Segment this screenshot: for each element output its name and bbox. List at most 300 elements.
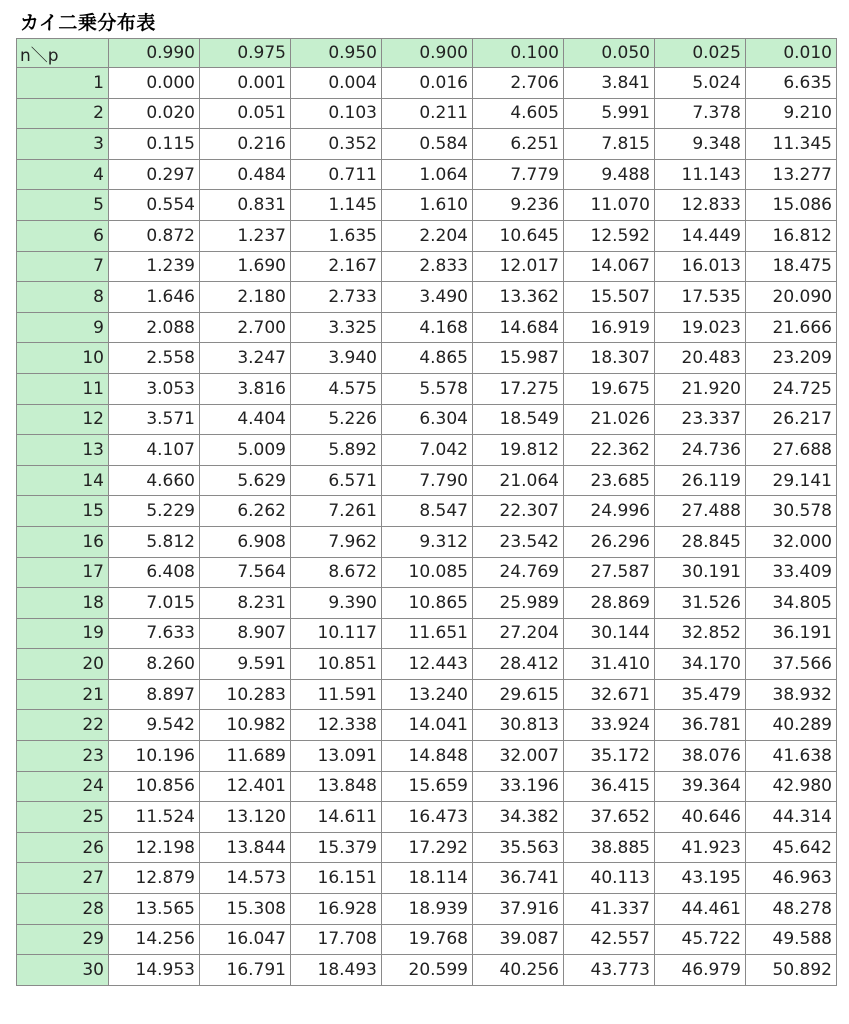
value-cell: 10.117: [291, 618, 382, 649]
df-cell: 14: [17, 465, 109, 496]
value-cell: 16.791: [200, 955, 291, 986]
value-cell: 10.085: [382, 557, 473, 588]
value-cell: 0.484: [200, 159, 291, 190]
value-cell: 1.635: [291, 220, 382, 251]
value-cell: 42.557: [564, 924, 655, 955]
table-row: [17, 190, 837, 221]
value-cell: 44.314: [746, 802, 837, 833]
value-cell: 0.211: [382, 98, 473, 129]
value-cell: 31.526: [655, 588, 746, 619]
value-cell: 11.345: [746, 129, 837, 160]
value-cell: 8.907: [200, 618, 291, 649]
value-cell: 14.041: [382, 710, 473, 741]
table-row: [17, 282, 837, 313]
df-cell: 3: [17, 129, 109, 160]
value-cell: 9.390: [291, 588, 382, 619]
value-cell: 0.000: [109, 68, 200, 99]
df-cell: 6: [17, 220, 109, 251]
value-cell: 13.277: [746, 159, 837, 190]
table-row: [17, 496, 837, 527]
value-cell: 5.009: [200, 435, 291, 466]
value-cell: 18.114: [382, 863, 473, 894]
value-cell: 21.064: [473, 465, 564, 496]
value-cell: 10.865: [382, 588, 473, 619]
value-cell: 6.251: [473, 129, 564, 160]
value-cell: 9.542: [109, 710, 200, 741]
df-cell: 27: [17, 863, 109, 894]
df-cell: 7: [17, 251, 109, 282]
value-cell: 0.103: [291, 98, 382, 129]
df-cell: 19: [17, 618, 109, 649]
value-cell: 3.841: [564, 68, 655, 99]
df-cell: 11: [17, 373, 109, 404]
value-cell: 32.000: [746, 526, 837, 557]
value-cell: 27.688: [746, 435, 837, 466]
value-cell: 16.473: [382, 802, 473, 833]
table-row: [17, 526, 837, 557]
value-cell: 11.689: [200, 741, 291, 772]
value-cell: 38.932: [746, 679, 837, 710]
value-cell: 7.779: [473, 159, 564, 190]
value-cell: 23.209: [746, 343, 837, 374]
value-cell: 24.736: [655, 435, 746, 466]
value-cell: 32.852: [655, 618, 746, 649]
value-cell: 2.733: [291, 282, 382, 313]
value-cell: 28.869: [564, 588, 655, 619]
value-cell: 23.542: [473, 526, 564, 557]
value-cell: 43.773: [564, 955, 655, 986]
table-row: [17, 557, 837, 588]
df-cell: 2: [17, 98, 109, 129]
df-cell: 23: [17, 741, 109, 772]
value-cell: 6.408: [109, 557, 200, 588]
value-cell: 30.578: [746, 496, 837, 527]
value-cell: 22.362: [564, 435, 655, 466]
value-cell: 0.001: [200, 68, 291, 99]
value-cell: 21.666: [746, 312, 837, 343]
value-cell: 27.587: [564, 557, 655, 588]
value-cell: 36.191: [746, 618, 837, 649]
value-cell: 11.651: [382, 618, 473, 649]
value-cell: 18.549: [473, 404, 564, 435]
chi-square-table: [16, 38, 837, 986]
value-cell: 37.652: [564, 802, 655, 833]
corner-label-cell: n＼p: [17, 39, 109, 68]
value-cell: 1.145: [291, 190, 382, 221]
table-title: カイ二乗分布表: [20, 12, 156, 34]
value-cell: 10.982: [200, 710, 291, 741]
table-row: [17, 649, 837, 680]
value-cell: 13.844: [200, 832, 291, 863]
value-cell: 14.067: [564, 251, 655, 282]
value-cell: 16.047: [200, 924, 291, 955]
df-cell: 22: [17, 710, 109, 741]
value-cell: 5.226: [291, 404, 382, 435]
value-cell: 7.962: [291, 526, 382, 557]
value-cell: 0.297: [109, 159, 200, 190]
value-cell: 14.848: [382, 741, 473, 772]
value-cell: 15.507: [564, 282, 655, 313]
table-row: [17, 832, 837, 863]
value-cell: 37.916: [473, 894, 564, 925]
value-cell: 3.571: [109, 404, 200, 435]
value-cell: 3.816: [200, 373, 291, 404]
table-row: [17, 741, 837, 772]
table-row: [17, 618, 837, 649]
value-cell: 7.790: [382, 465, 473, 496]
value-cell: 23.685: [564, 465, 655, 496]
value-cell: 6.304: [382, 404, 473, 435]
value-cell: 11.143: [655, 159, 746, 190]
value-cell: 0.016: [382, 68, 473, 99]
table-row: [17, 955, 837, 986]
value-cell: 12.338: [291, 710, 382, 741]
value-cell: 1.690: [200, 251, 291, 282]
value-cell: 6.571: [291, 465, 382, 496]
value-cell: 18.475: [746, 251, 837, 282]
header-row: [17, 39, 837, 68]
value-cell: 6.262: [200, 496, 291, 527]
value-cell: 26.119: [655, 465, 746, 496]
value-cell: 20.090: [746, 282, 837, 313]
df-cell: 10: [17, 343, 109, 374]
value-cell: 7.261: [291, 496, 382, 527]
value-cell: 48.278: [746, 894, 837, 925]
value-cell: 13.565: [109, 894, 200, 925]
value-cell: 0.051: [200, 98, 291, 129]
value-cell: 2.088: [109, 312, 200, 343]
value-cell: 19.675: [564, 373, 655, 404]
value-cell: 12.879: [109, 863, 200, 894]
value-cell: 37.566: [746, 649, 837, 680]
value-cell: 42.980: [746, 771, 837, 802]
value-cell: 14.573: [200, 863, 291, 894]
value-cell: 8.897: [109, 679, 200, 710]
value-cell: 2.706: [473, 68, 564, 99]
table-row: [17, 129, 837, 160]
value-cell: 11.524: [109, 802, 200, 833]
df-cell: 28: [17, 894, 109, 925]
value-cell: 19.023: [655, 312, 746, 343]
table-row: [17, 679, 837, 710]
value-cell: 0.004: [291, 68, 382, 99]
value-cell: 17.535: [655, 282, 746, 313]
p-header-cell: 0.900: [382, 39, 473, 68]
table-row: [17, 68, 837, 99]
df-cell: 12: [17, 404, 109, 435]
table-row: [17, 924, 837, 955]
value-cell: 1.646: [109, 282, 200, 313]
value-cell: 4.605: [473, 98, 564, 129]
table-row: [17, 894, 837, 925]
value-cell: 33.409: [746, 557, 837, 588]
value-cell: 7.378: [655, 98, 746, 129]
value-cell: 17.292: [382, 832, 473, 863]
value-cell: 38.076: [655, 741, 746, 772]
value-cell: 18.307: [564, 343, 655, 374]
value-cell: 14.953: [109, 955, 200, 986]
value-cell: 49.588: [746, 924, 837, 955]
table-row: [17, 404, 837, 435]
value-cell: 36.415: [564, 771, 655, 802]
value-cell: 41.337: [564, 894, 655, 925]
value-cell: 9.312: [382, 526, 473, 557]
value-cell: 30.813: [473, 710, 564, 741]
value-cell: 4.865: [382, 343, 473, 374]
value-cell: 3.053: [109, 373, 200, 404]
value-cell: 12.017: [473, 251, 564, 282]
value-cell: 10.851: [291, 649, 382, 680]
value-cell: 46.979: [655, 955, 746, 986]
value-cell: 1.237: [200, 220, 291, 251]
value-cell: 8.672: [291, 557, 382, 588]
p-header-cell: 0.025: [655, 39, 746, 68]
table-row: [17, 343, 837, 374]
value-cell: 0.352: [291, 129, 382, 160]
value-cell: 1.064: [382, 159, 473, 190]
value-cell: 10.645: [473, 220, 564, 251]
value-cell: 23.337: [655, 404, 746, 435]
value-cell: 9.348: [655, 129, 746, 160]
value-cell: 6.635: [746, 68, 837, 99]
value-cell: 50.892: [746, 955, 837, 986]
df-cell: 21: [17, 679, 109, 710]
value-cell: 6.908: [200, 526, 291, 557]
value-cell: 18.493: [291, 955, 382, 986]
value-cell: 40.646: [655, 802, 746, 833]
p-header-cell: 0.990: [109, 39, 200, 68]
table-row: [17, 98, 837, 129]
value-cell: 17.708: [291, 924, 382, 955]
value-cell: 9.210: [746, 98, 837, 129]
value-cell: 36.741: [473, 863, 564, 894]
df-cell: 30: [17, 955, 109, 986]
value-cell: 12.401: [200, 771, 291, 802]
df-cell: 29: [17, 924, 109, 955]
df-cell: 24: [17, 771, 109, 802]
value-cell: 0.115: [109, 129, 200, 160]
value-cell: 2.180: [200, 282, 291, 313]
value-cell: 4.575: [291, 373, 382, 404]
value-cell: 35.563: [473, 832, 564, 863]
value-cell: 7.015: [109, 588, 200, 619]
df-cell: 26: [17, 832, 109, 863]
value-cell: 1.610: [382, 190, 473, 221]
value-cell: 15.086: [746, 190, 837, 221]
value-cell: 29.615: [473, 679, 564, 710]
value-cell: 8.260: [109, 649, 200, 680]
value-cell: 4.404: [200, 404, 291, 435]
value-cell: 8.547: [382, 496, 473, 527]
value-cell: 38.885: [564, 832, 655, 863]
value-cell: 16.013: [655, 251, 746, 282]
value-cell: 32.671: [564, 679, 655, 710]
value-cell: 2.167: [291, 251, 382, 282]
value-cell: 4.168: [382, 312, 473, 343]
value-cell: 12.592: [564, 220, 655, 251]
value-cell: 19.768: [382, 924, 473, 955]
value-cell: 39.364: [655, 771, 746, 802]
value-cell: 18.939: [382, 894, 473, 925]
value-cell: 46.963: [746, 863, 837, 894]
value-cell: 7.564: [200, 557, 291, 588]
p-header-cell: 0.950: [291, 39, 382, 68]
value-cell: 9.591: [200, 649, 291, 680]
value-cell: 14.684: [473, 312, 564, 343]
value-cell: 5.812: [109, 526, 200, 557]
value-cell: 16.919: [564, 312, 655, 343]
value-cell: 3.490: [382, 282, 473, 313]
value-cell: 2.204: [382, 220, 473, 251]
value-cell: 34.805: [746, 588, 837, 619]
df-cell: 16: [17, 526, 109, 557]
table-row: [17, 251, 837, 282]
value-cell: 5.629: [200, 465, 291, 496]
value-cell: 39.087: [473, 924, 564, 955]
value-cell: 15.379: [291, 832, 382, 863]
value-cell: 14.611: [291, 802, 382, 833]
value-cell: 33.924: [564, 710, 655, 741]
table-row: [17, 588, 837, 619]
value-cell: 3.940: [291, 343, 382, 374]
value-cell: 0.711: [291, 159, 382, 190]
table-row: [17, 863, 837, 894]
p-header-cell: 0.010: [746, 39, 837, 68]
chi-square-table-body: [17, 39, 837, 986]
df-cell: 5: [17, 190, 109, 221]
value-cell: 12.198: [109, 832, 200, 863]
table-row: [17, 373, 837, 404]
table-row: [17, 802, 837, 833]
table-row: [17, 771, 837, 802]
value-cell: 13.240: [382, 679, 473, 710]
value-cell: 0.216: [200, 129, 291, 160]
df-cell: 1: [17, 68, 109, 99]
value-cell: 44.461: [655, 894, 746, 925]
value-cell: 17.275: [473, 373, 564, 404]
value-cell: 45.722: [655, 924, 746, 955]
value-cell: 12.443: [382, 649, 473, 680]
value-cell: 29.141: [746, 465, 837, 496]
value-cell: 33.196: [473, 771, 564, 802]
value-cell: 24.769: [473, 557, 564, 588]
df-cell: 17: [17, 557, 109, 588]
table-row: [17, 312, 837, 343]
df-cell: 18: [17, 588, 109, 619]
value-cell: 20.599: [382, 955, 473, 986]
value-cell: 0.831: [200, 190, 291, 221]
value-cell: 16.151: [291, 863, 382, 894]
value-cell: 24.725: [746, 373, 837, 404]
value-cell: 20.483: [655, 343, 746, 374]
value-cell: 28.845: [655, 526, 746, 557]
value-cell: 3.247: [200, 343, 291, 374]
value-cell: 5.892: [291, 435, 382, 466]
df-cell: 15: [17, 496, 109, 527]
value-cell: 8.231: [200, 588, 291, 619]
value-cell: 9.488: [564, 159, 655, 190]
value-cell: 10.283: [200, 679, 291, 710]
table-row: [17, 220, 837, 251]
value-cell: 32.007: [473, 741, 564, 772]
value-cell: 11.070: [564, 190, 655, 221]
value-cell: 15.308: [200, 894, 291, 925]
value-cell: 13.120: [200, 802, 291, 833]
value-cell: 12.833: [655, 190, 746, 221]
value-cell: 14.449: [655, 220, 746, 251]
value-cell: 25.989: [473, 588, 564, 619]
df-cell: 8: [17, 282, 109, 313]
value-cell: 5.991: [564, 98, 655, 129]
value-cell: 30.144: [564, 618, 655, 649]
p-header-cell: 0.050: [564, 39, 655, 68]
value-cell: 0.554: [109, 190, 200, 221]
value-cell: 5.578: [382, 373, 473, 404]
value-cell: 28.412: [473, 649, 564, 680]
value-cell: 1.239: [109, 251, 200, 282]
value-cell: 35.172: [564, 741, 655, 772]
value-cell: 19.812: [473, 435, 564, 466]
value-cell: 4.107: [109, 435, 200, 466]
value-cell: 41.923: [655, 832, 746, 863]
value-cell: 13.362: [473, 282, 564, 313]
value-cell: 26.217: [746, 404, 837, 435]
df-cell: 9: [17, 312, 109, 343]
value-cell: 22.307: [473, 496, 564, 527]
value-cell: 34.170: [655, 649, 746, 680]
value-cell: 5.024: [655, 68, 746, 99]
value-cell: 14.256: [109, 924, 200, 955]
value-cell: 10.196: [109, 741, 200, 772]
value-cell: 11.591: [291, 679, 382, 710]
df-cell: 13: [17, 435, 109, 466]
value-cell: 27.204: [473, 618, 564, 649]
value-cell: 40.256: [473, 955, 564, 986]
value-cell: 15.987: [473, 343, 564, 374]
value-cell: 27.488: [655, 496, 746, 527]
df-cell: 4: [17, 159, 109, 190]
value-cell: 16.812: [746, 220, 837, 251]
value-cell: 0.020: [109, 98, 200, 129]
p-header-cell: 0.100: [473, 39, 564, 68]
value-cell: 45.642: [746, 832, 837, 863]
value-cell: 21.920: [655, 373, 746, 404]
value-cell: 36.781: [655, 710, 746, 741]
value-cell: 0.872: [109, 220, 200, 251]
table-row: [17, 465, 837, 496]
value-cell: 24.996: [564, 496, 655, 527]
table-row: [17, 710, 837, 741]
value-cell: 15.659: [382, 771, 473, 802]
p-header-cell: 0.975: [200, 39, 291, 68]
value-cell: 13.091: [291, 741, 382, 772]
value-cell: 40.289: [746, 710, 837, 741]
value-cell: 30.191: [655, 557, 746, 588]
df-cell: 25: [17, 802, 109, 833]
value-cell: 3.325: [291, 312, 382, 343]
value-cell: 16.928: [291, 894, 382, 925]
value-cell: 31.410: [564, 649, 655, 680]
table-row: [17, 435, 837, 466]
value-cell: 9.236: [473, 190, 564, 221]
value-cell: 34.382: [473, 802, 564, 833]
value-cell: 7.815: [564, 129, 655, 160]
value-cell: 7.633: [109, 618, 200, 649]
value-cell: 40.113: [564, 863, 655, 894]
value-cell: 10.856: [109, 771, 200, 802]
value-cell: 2.700: [200, 312, 291, 343]
table-row: [17, 159, 837, 190]
